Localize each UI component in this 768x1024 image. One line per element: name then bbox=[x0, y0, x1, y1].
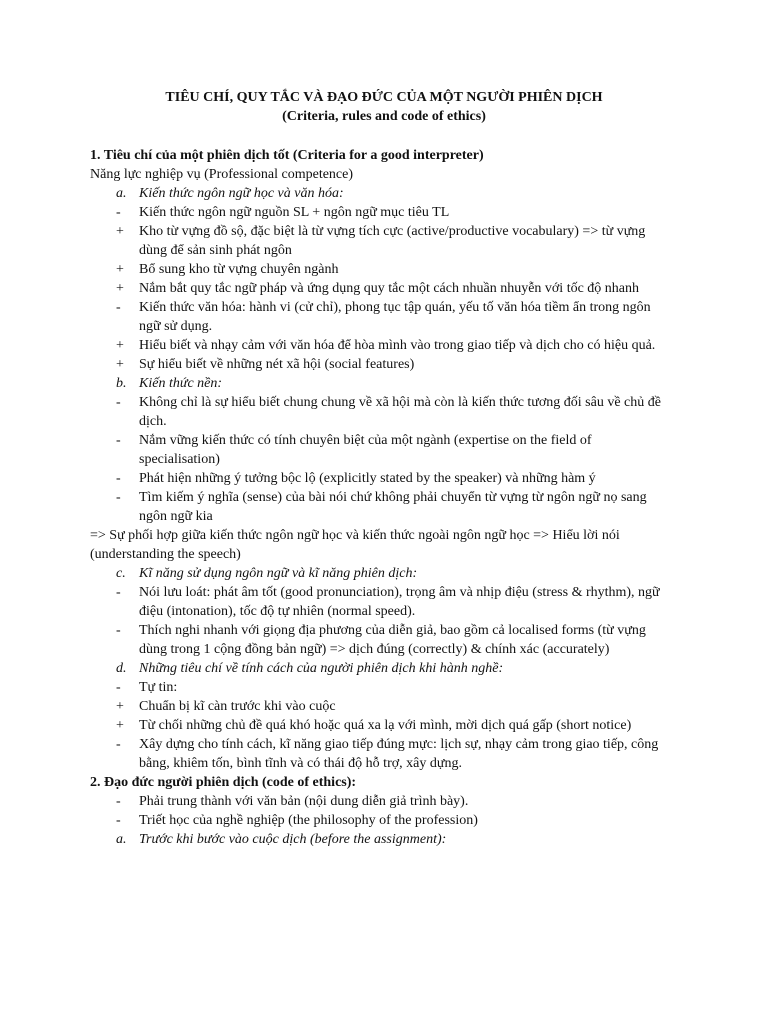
bullet-marker: + bbox=[116, 338, 124, 353]
subsection-a bbox=[90, 184, 690, 203]
subsection-marker: a. bbox=[116, 832, 127, 847]
bullet-marker: - bbox=[116, 623, 121, 638]
bullet-marker: - bbox=[116, 585, 121, 600]
subsection-marker: a. bbox=[116, 186, 127, 201]
list-item bbox=[90, 336, 690, 355]
bullet-marker: + bbox=[116, 357, 124, 372]
list-item-text: Triết học của nghề nghiệp (the philosophy of the profession) bbox=[139, 813, 478, 828]
subsection-marker: c. bbox=[116, 566, 126, 581]
list-item bbox=[90, 811, 690, 830]
list-item-text: Kho từ vựng đồ sộ, đặc biệt là từ vựng tích cực (active/productive vocabulary) => từ vựng dùng để sản sinh phát ngôn bbox=[139, 224, 646, 258]
subsection-c bbox=[90, 564, 690, 583]
bullet-marker: - bbox=[116, 471, 121, 486]
list-item bbox=[90, 222, 690, 260]
list-item-text: Nắm bắt quy tắc ngữ pháp và ứng dụng quy tắc một cách nhuần nhuyễn với tốc độ nhanh bbox=[139, 281, 640, 296]
list-item-text: Sự hiểu biết về những nét xã hội (social features) bbox=[139, 357, 415, 372]
subsection-title: Trước khi bước vào cuộc dịch (before the assignment): bbox=[139, 832, 447, 847]
list-item bbox=[90, 298, 690, 336]
list-item bbox=[90, 716, 690, 735]
document-body bbox=[90, 146, 690, 849]
list-item-text: Nắm vững kiến thức có tính chuyên biệt của một ngành (expertise on the field of specialisation) bbox=[139, 433, 592, 467]
subsection-title: Kiến thức ngôn ngữ học và văn hóa: bbox=[139, 186, 344, 201]
list-item bbox=[90, 488, 690, 526]
bullet-marker: - bbox=[116, 490, 121, 505]
document-subtitle: (Criteria, rules and code of ethics) bbox=[282, 109, 486, 124]
list-item-text: Không chỉ là sự hiểu biết chung chung về xã hội mà còn là kiến thức tương đối sâu về chủ đề dịch. bbox=[139, 395, 661, 429]
subsection-b bbox=[90, 374, 690, 393]
subsection-d bbox=[90, 659, 690, 678]
list-item bbox=[90, 735, 690, 773]
list-item bbox=[90, 583, 690, 621]
subsection-title: Kiến thức nền: bbox=[139, 376, 223, 391]
bullet-marker: - bbox=[116, 395, 121, 410]
list-item-text: Kiến thức ngôn ngữ nguồn SL + ngôn ngữ mục tiêu TL bbox=[139, 205, 450, 220]
subsection-title: Kĩ năng sử dụng ngôn ngữ và kĩ năng phiên dịch: bbox=[139, 566, 418, 581]
bullet-marker: - bbox=[116, 813, 121, 828]
list-item bbox=[90, 260, 690, 279]
bullet-marker: - bbox=[116, 737, 121, 752]
conclusion-line: => Sự phối hợp giữa kiến thức ngôn ngữ học và kiến thức ngoài ngôn ngữ học => Hiểu lời nói (understanding the speech) bbox=[90, 528, 620, 562]
list-item bbox=[90, 469, 690, 488]
bullet-marker: + bbox=[116, 224, 124, 239]
bullet-marker: - bbox=[116, 680, 121, 695]
section-1-heading: 1. Tiêu chí của một phiên dịch tốt (Criteria for a good interpreter) bbox=[90, 148, 484, 163]
list-item-text: Phát hiện những ý tưởng bộc lộ (explicitly stated by the speaker) và những hàm ý bbox=[139, 471, 596, 486]
list-item-text: Xây dựng cho tính cách, kĩ năng giao tiếp đúng mực: lịch sự, nhạy cảm trong giao tiếp, công bằng, khiêm tốn, bình tĩnh và có thái độ hỗ trợ, xây dựng. bbox=[139, 737, 659, 771]
section-2-heading: 2. Đạo đức người phiên dịch (code of ethics): bbox=[90, 775, 357, 790]
list-item-text: Thích nghi nhanh với giọng địa phương của diễn giả, bao gồm cả localised forms (từ vựng dùng trong 1 cộng đồng bản ngữ) => dịch đúng (correctly) & chính xác (accurately) bbox=[139, 623, 646, 657]
list-item-text: Tìm kiếm ý nghĩa (sense) của bài nói chứ không phải chuyển từ vựng từ ngôn ngữ nọ sang ngôn ngữ kia bbox=[139, 490, 647, 524]
document-title: TIÊU CHÍ, QUY TẮC VÀ ĐẠO ĐỨC CỦA MỘT NGƯỜI PHIÊN DỊCH bbox=[165, 90, 603, 105]
subsection-marker: b. bbox=[116, 376, 127, 391]
bullet-marker: - bbox=[116, 300, 121, 315]
list-item bbox=[90, 621, 690, 659]
bullet-marker: - bbox=[116, 205, 121, 220]
list-item-text: Từ chối những chủ đề quá khó hoặc quá xa lạ với mình, mời dịch quá gấp (short notice) bbox=[139, 718, 632, 733]
list-item-text: Chuẩn bị kĩ càn trước khi vào cuộc bbox=[139, 699, 336, 714]
list-item bbox=[90, 279, 690, 298]
list-item bbox=[90, 792, 690, 811]
bullet-marker: - bbox=[116, 794, 121, 809]
list-item-text: Phải trung thành với văn bản (nội dung diễn giả trình bày). bbox=[139, 794, 469, 809]
bullet-marker: - bbox=[116, 433, 121, 448]
list-item-text: Tự tin: bbox=[139, 680, 178, 695]
list-item bbox=[90, 203, 690, 222]
list-item-text: Hiểu biết và nhạy cảm với văn hóa để hòa mình vào trong giao tiếp và dịch cho có hiệu quả. bbox=[139, 338, 656, 353]
bullet-marker: + bbox=[116, 718, 124, 733]
list-item bbox=[90, 431, 690, 469]
subsection-2a bbox=[90, 830, 690, 849]
list-item bbox=[90, 355, 690, 374]
list-item bbox=[90, 678, 690, 697]
bullet-marker: + bbox=[116, 699, 124, 714]
list-item-text: Kiến thức văn hóa: hành vi (cử chỉ), phong tục tập quán, yếu tố văn hóa tiềm ẩn trong ngôn ngữ sử dụng. bbox=[139, 300, 651, 334]
list-item-text: Nói lưu loát: phát âm tốt (good pronunciation), trọng âm và nhịp điệu (stress & rhythm), ngữ điệu (intonation), tốc độ tự nhiên (normal speed). bbox=[139, 585, 660, 619]
section-1-intro: Năng lực nghiệp vụ (Professional competence) bbox=[90, 167, 354, 182]
list-item-text: Bổ sung kho từ vựng chuyên ngành bbox=[139, 262, 339, 277]
subsection-title: Những tiêu chí về tính cách của người phiên dịch khi hành nghề: bbox=[139, 661, 504, 676]
list-item bbox=[90, 393, 690, 431]
subsection-marker: d. bbox=[116, 661, 127, 676]
bullet-marker: + bbox=[116, 262, 124, 277]
list-item bbox=[90, 697, 690, 716]
bullet-marker: + bbox=[116, 281, 124, 296]
